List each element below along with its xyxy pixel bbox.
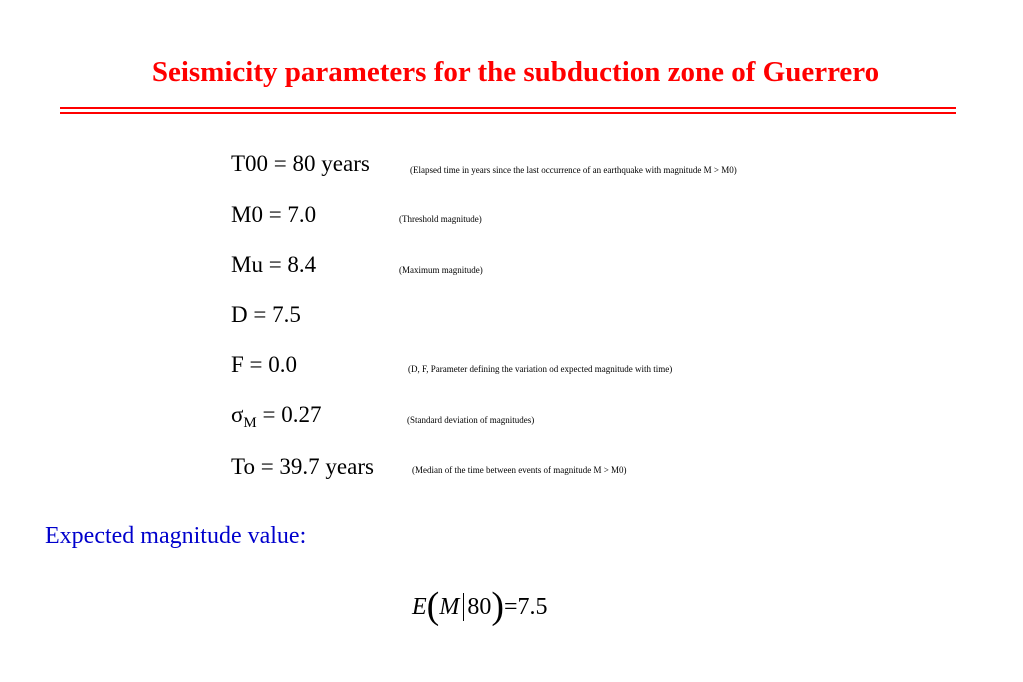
note-threshold-magnitude: (Threshold magnitude) [399, 214, 482, 224]
formula-close-paren: ) [491, 585, 504, 627]
formula-conditional-bar [463, 593, 464, 621]
param-f: F = 0.0 [231, 352, 298, 377]
note-median-time: (Median of the time between events of magnitude M > M0) [412, 465, 627, 475]
param-d: D = 7.5 [231, 302, 301, 327]
title-divider-top [60, 107, 956, 109]
sigma-subscript: M [243, 415, 257, 431]
expected-magnitude-label: Expected magnitude value: [45, 523, 307, 549]
note-d-f: (D, F, Parameter defining the variation od expected magnitude with time) [408, 364, 673, 374]
note-elapsed-time: (Elapsed time in years since the last occurrence of an earthquake with magnitude M > M0) [410, 165, 737, 175]
param-sigma-m [231, 401, 321, 432]
param-maximum-magnitude: Mu = 8.4 [231, 252, 317, 277]
note-maximum-magnitude: (Maximum magnitude) [399, 265, 483, 275]
sigma-symbol: σ [231, 402, 244, 427]
formula-open-paren: ( [426, 585, 440, 627]
title-divider-bottom [60, 112, 956, 114]
param-threshold-magnitude: M0 = 7.0 [231, 202, 317, 227]
formula-argument: 80 [467, 593, 492, 620]
note-sigma-m: (Standard deviation of magnitudes) [407, 415, 535, 425]
sigma-value: = 0.27 [256, 402, 322, 427]
formula-result: =7.5 [503, 593, 548, 620]
expected-magnitude-formula [412, 585, 548, 629]
slide-title: Seismicity parameters for the subduction zone of Guerrero [151, 56, 880, 88]
formula-function: E [412, 593, 427, 620]
formula-variable: M [439, 593, 460, 620]
param-elapsed-time: T00 = 80 years [231, 151, 370, 176]
param-median-time: To = 39.7 years [231, 454, 374, 479]
